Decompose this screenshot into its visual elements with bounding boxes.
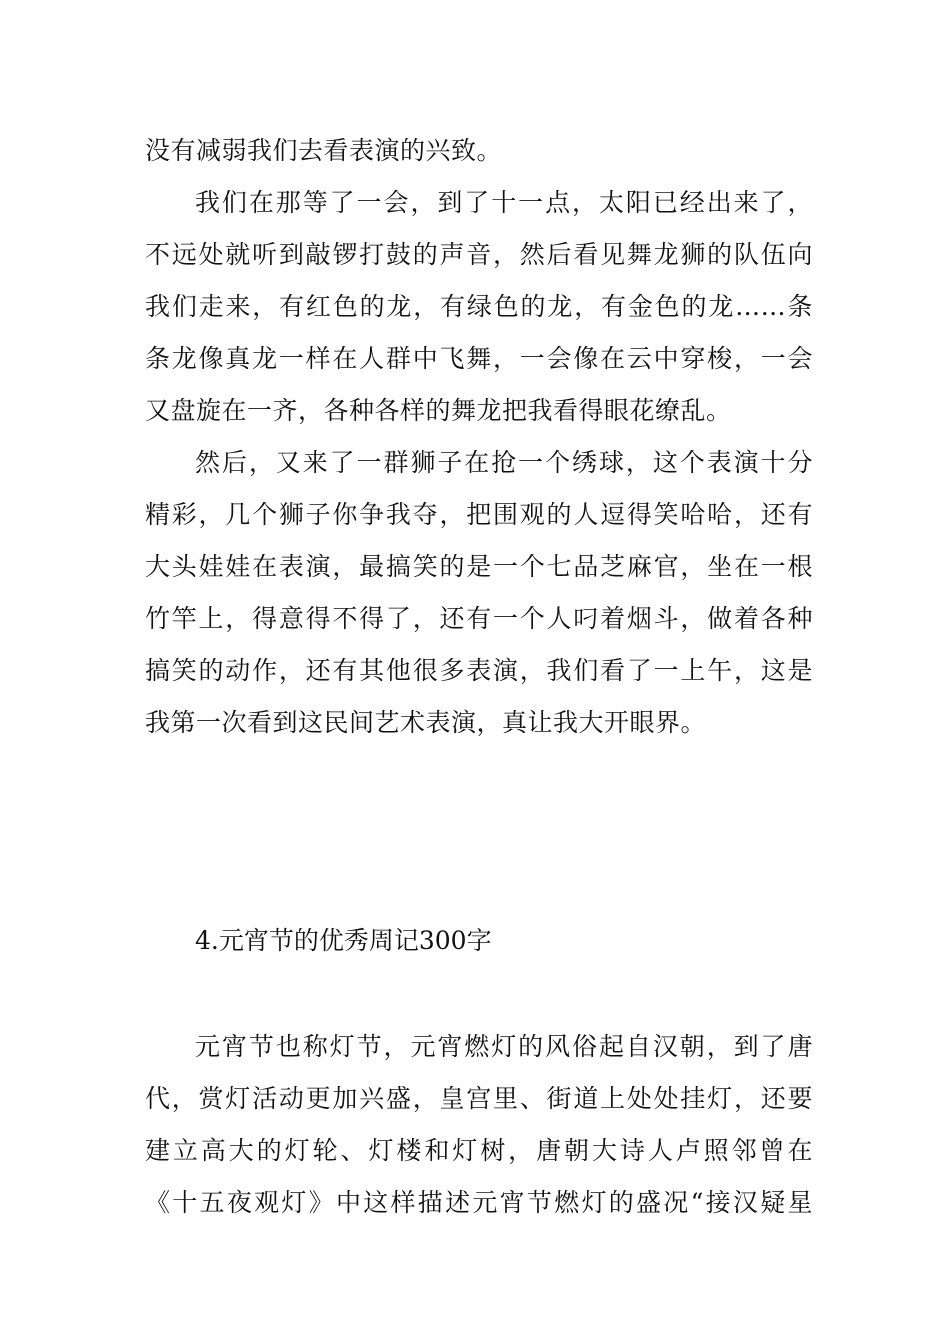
paragraph-line: 建立高大的灯轮、灯楼和灯树，唐朝大诗人卢照邻曾在 <box>145 1136 813 1165</box>
story-text-section <box>145 125 813 749</box>
paragraph-line: 精彩，几个狮子你争我夺，把围观的人逗得笑哈哈，还有 <box>145 500 813 529</box>
section-heading: 4.元宵节的优秀周记300字 <box>195 926 492 955</box>
paragraph-line: 大头娃娃在表演，最搞笑的是一个七品芝麻官，坐在一根 <box>145 552 813 581</box>
paragraph-line: 元宵节也称灯节，元宵燃灯的风俗起自汉朝，到了唐 <box>195 1032 813 1061</box>
paragraph-line: 条龙像真龙一样在人群中飞舞，一会像在云中穿梭，一会 <box>145 344 813 373</box>
paragraph-line: 搞笑的动作，还有其他很多表演，我们看了一上午，这是 <box>145 656 813 685</box>
paragraph-line: 我们走来，有红色的龙，有绿色的龙，有金色的龙……条 <box>145 292 813 321</box>
section-heading-block <box>145 915 813 967</box>
paragraph-line: 我们在那等了一会，到了十一点，太阳已经出来了， <box>195 188 813 217</box>
paragraph-line: 代，赏灯活动更加兴盛，皇宫里、街道上处处挂灯，还要 <box>145 1084 813 1113</box>
essay-text-section <box>145 1021 813 1229</box>
paragraph-line: 竹竿上，得意得不得了，还有一个人叼着烟斗，做着各种 <box>145 604 813 633</box>
paragraph-line: 《十五夜观灯》中这样描述元宵节燃灯的盛况“接汉疑星 <box>145 1188 813 1217</box>
paragraph-line: 不远处就听到敲锣打鼓的声音，然后看见舞龙狮的队伍向 <box>145 240 813 269</box>
paragraph-line: 没有减弱我们去看表演的兴致。 <box>145 136 503 165</box>
paragraph-line: 然后，又来了一群狮子在抢一个绣球，这个表演十分 <box>195 448 813 477</box>
paragraph-line: 我第一次看到这民间艺术表演，真让我大开眼界。 <box>145 708 707 737</box>
paragraph-line: 又盘旋在一齐，各种各样的舞龙把我看得眼花缭乱。 <box>145 396 732 425</box>
